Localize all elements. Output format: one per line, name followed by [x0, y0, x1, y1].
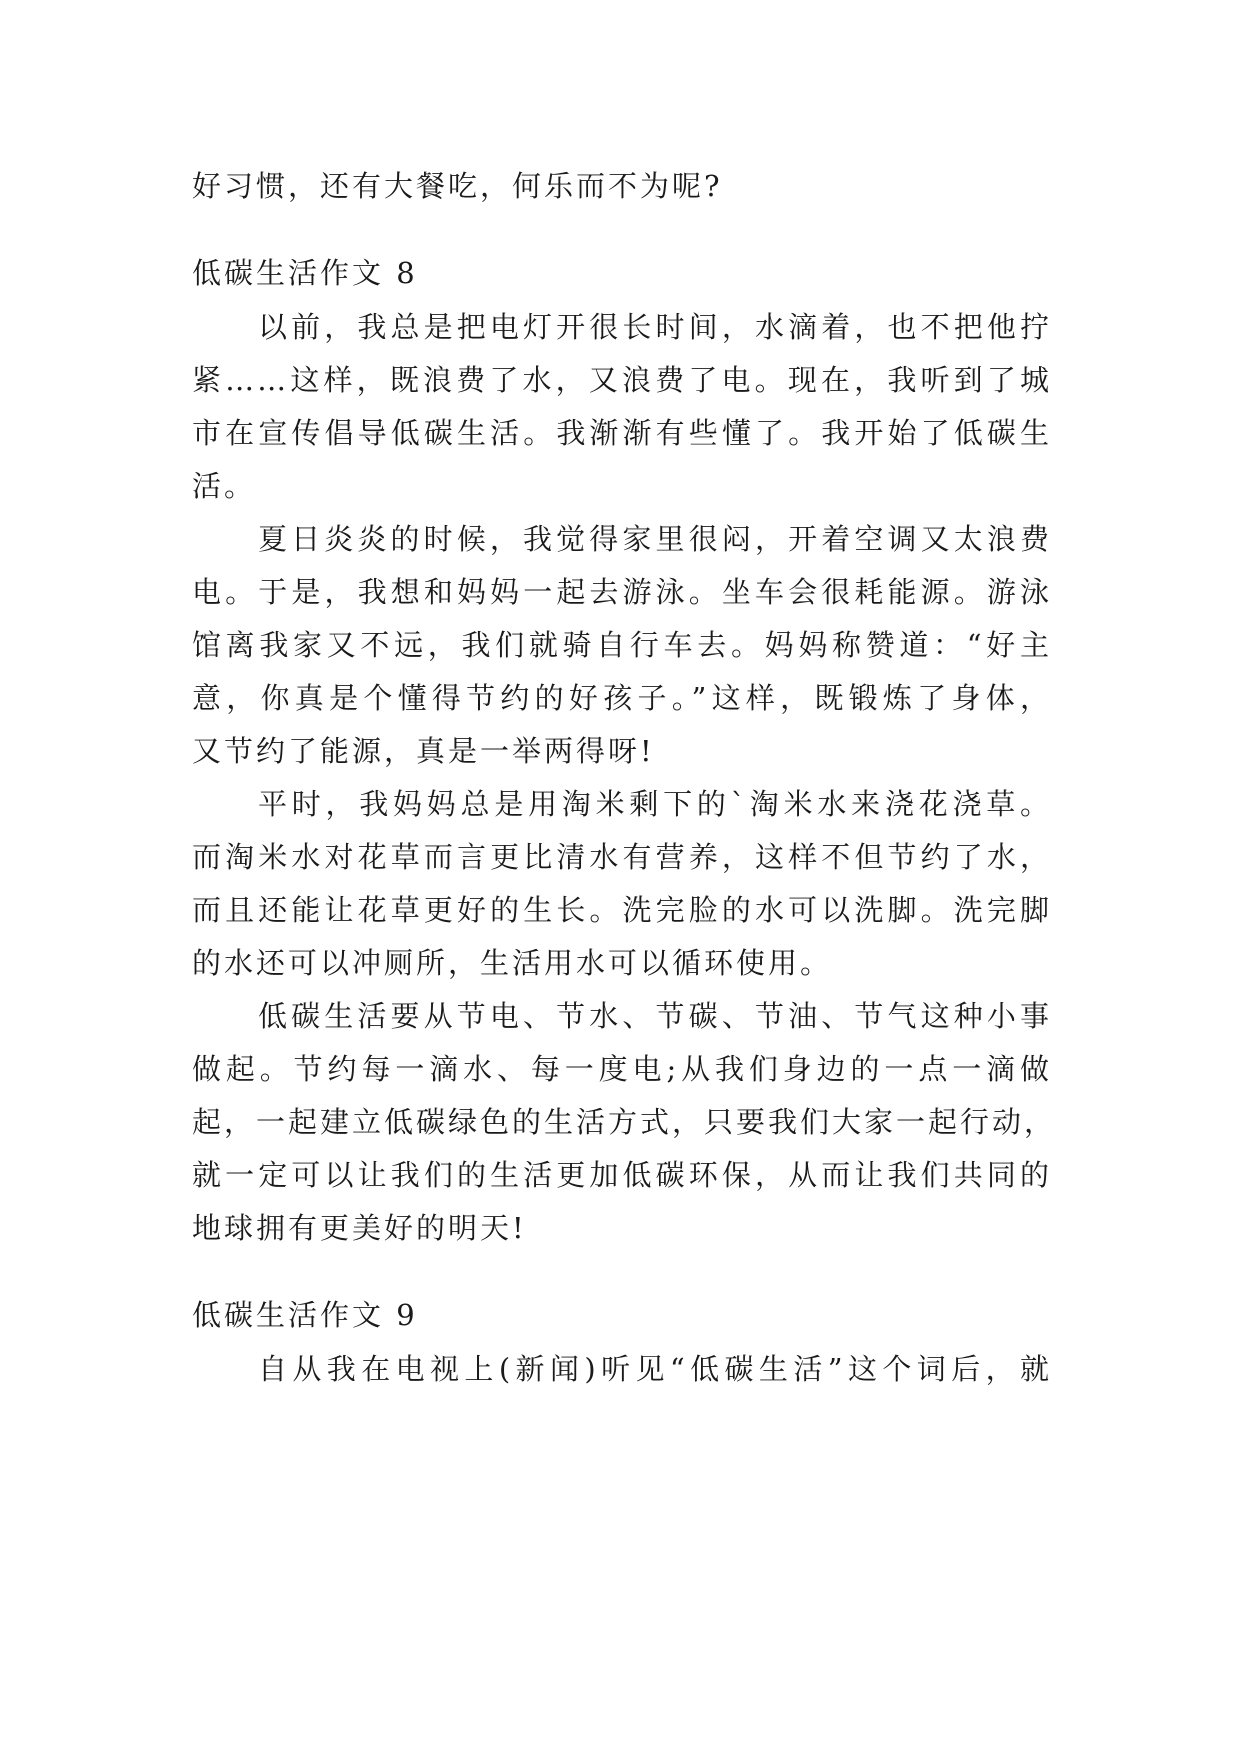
section-heading-9: 低碳生活作文 9 — [192, 1298, 418, 1332]
paragraph-1-line-1: 以前，我总是把电灯开很长时间，水滴着，也不把他拧 — [258, 310, 1052, 344]
paragraph-2-line-3: 馆离我家又不远，我们就骑自行车去。妈妈称赞道：“好主 — [192, 628, 1052, 662]
paragraph-2-line-4: 意，你真是个懂得节约的好孩子。”这样，既锻炼了身体， — [192, 681, 1052, 715]
paragraph-4-line-2: 做起。节约每一滴水、每一度电;从我们身边的一点一滴做 — [192, 1052, 1052, 1086]
paragraph-2-line-2: 电。于是，我想和妈妈一起去游泳。坐车会很耗能源。游泳 — [192, 575, 1052, 609]
paragraph-4-line-1: 低碳生活要从节电、节水、节碳、节油、节气这种小事 — [258, 999, 1052, 1033]
paragraph-1-line-4: 活。 — [192, 469, 257, 503]
paragraph-4-line-3: 起，一起建立低碳绿色的生活方式，只要我们大家一起行动， — [192, 1105, 1057, 1139]
section-heading-8: 低碳生活作文 8 — [192, 256, 418, 290]
paragraph-3-line-4: 的水还可以冲厕所，生活用水可以循环使用。 — [192, 946, 833, 980]
paragraph-5-line-1: 自从我在电视上(新闻)听见“低碳生活”这个词后，就 — [258, 1352, 1052, 1386]
text-line: 好习惯，还有大餐吃，何乐而不为呢? — [192, 169, 723, 203]
paragraph-2-line-5: 又节约了能源，真是一举两得呀! — [192, 734, 655, 768]
paragraph-4-line-5: 地球拥有更美好的明天! — [192, 1211, 527, 1245]
paragraph-4-line-4: 就一定可以让我们的生活更加低碳环保，从而让我们共同的 — [192, 1158, 1052, 1192]
paragraph-3-line-1: 平时，我妈妈总是用淘米剩下的`淘米水来浇花浇草。 — [258, 787, 1052, 821]
paragraph-3-line-2: 而淘米水对花草而言更比清水有营养，这样不但节约了水， — [192, 840, 1052, 874]
paragraph-3-line-3: 而且还能让花草更好的生长。洗完脸的水可以洗脚。洗完脚 — [192, 893, 1052, 927]
paragraph-2-line-1: 夏日炎炎的时候，我觉得家里很闷，开着空调又太浪费 — [258, 522, 1052, 556]
paragraph-1-line-3: 市在宣传倡导低碳生活。我渐渐有些懂了。我开始了低碳生 — [192, 416, 1052, 450]
paragraph-1-line-2: 紧……这样，既浪费了水，又浪费了电。现在，我听到了城 — [192, 363, 1052, 397]
